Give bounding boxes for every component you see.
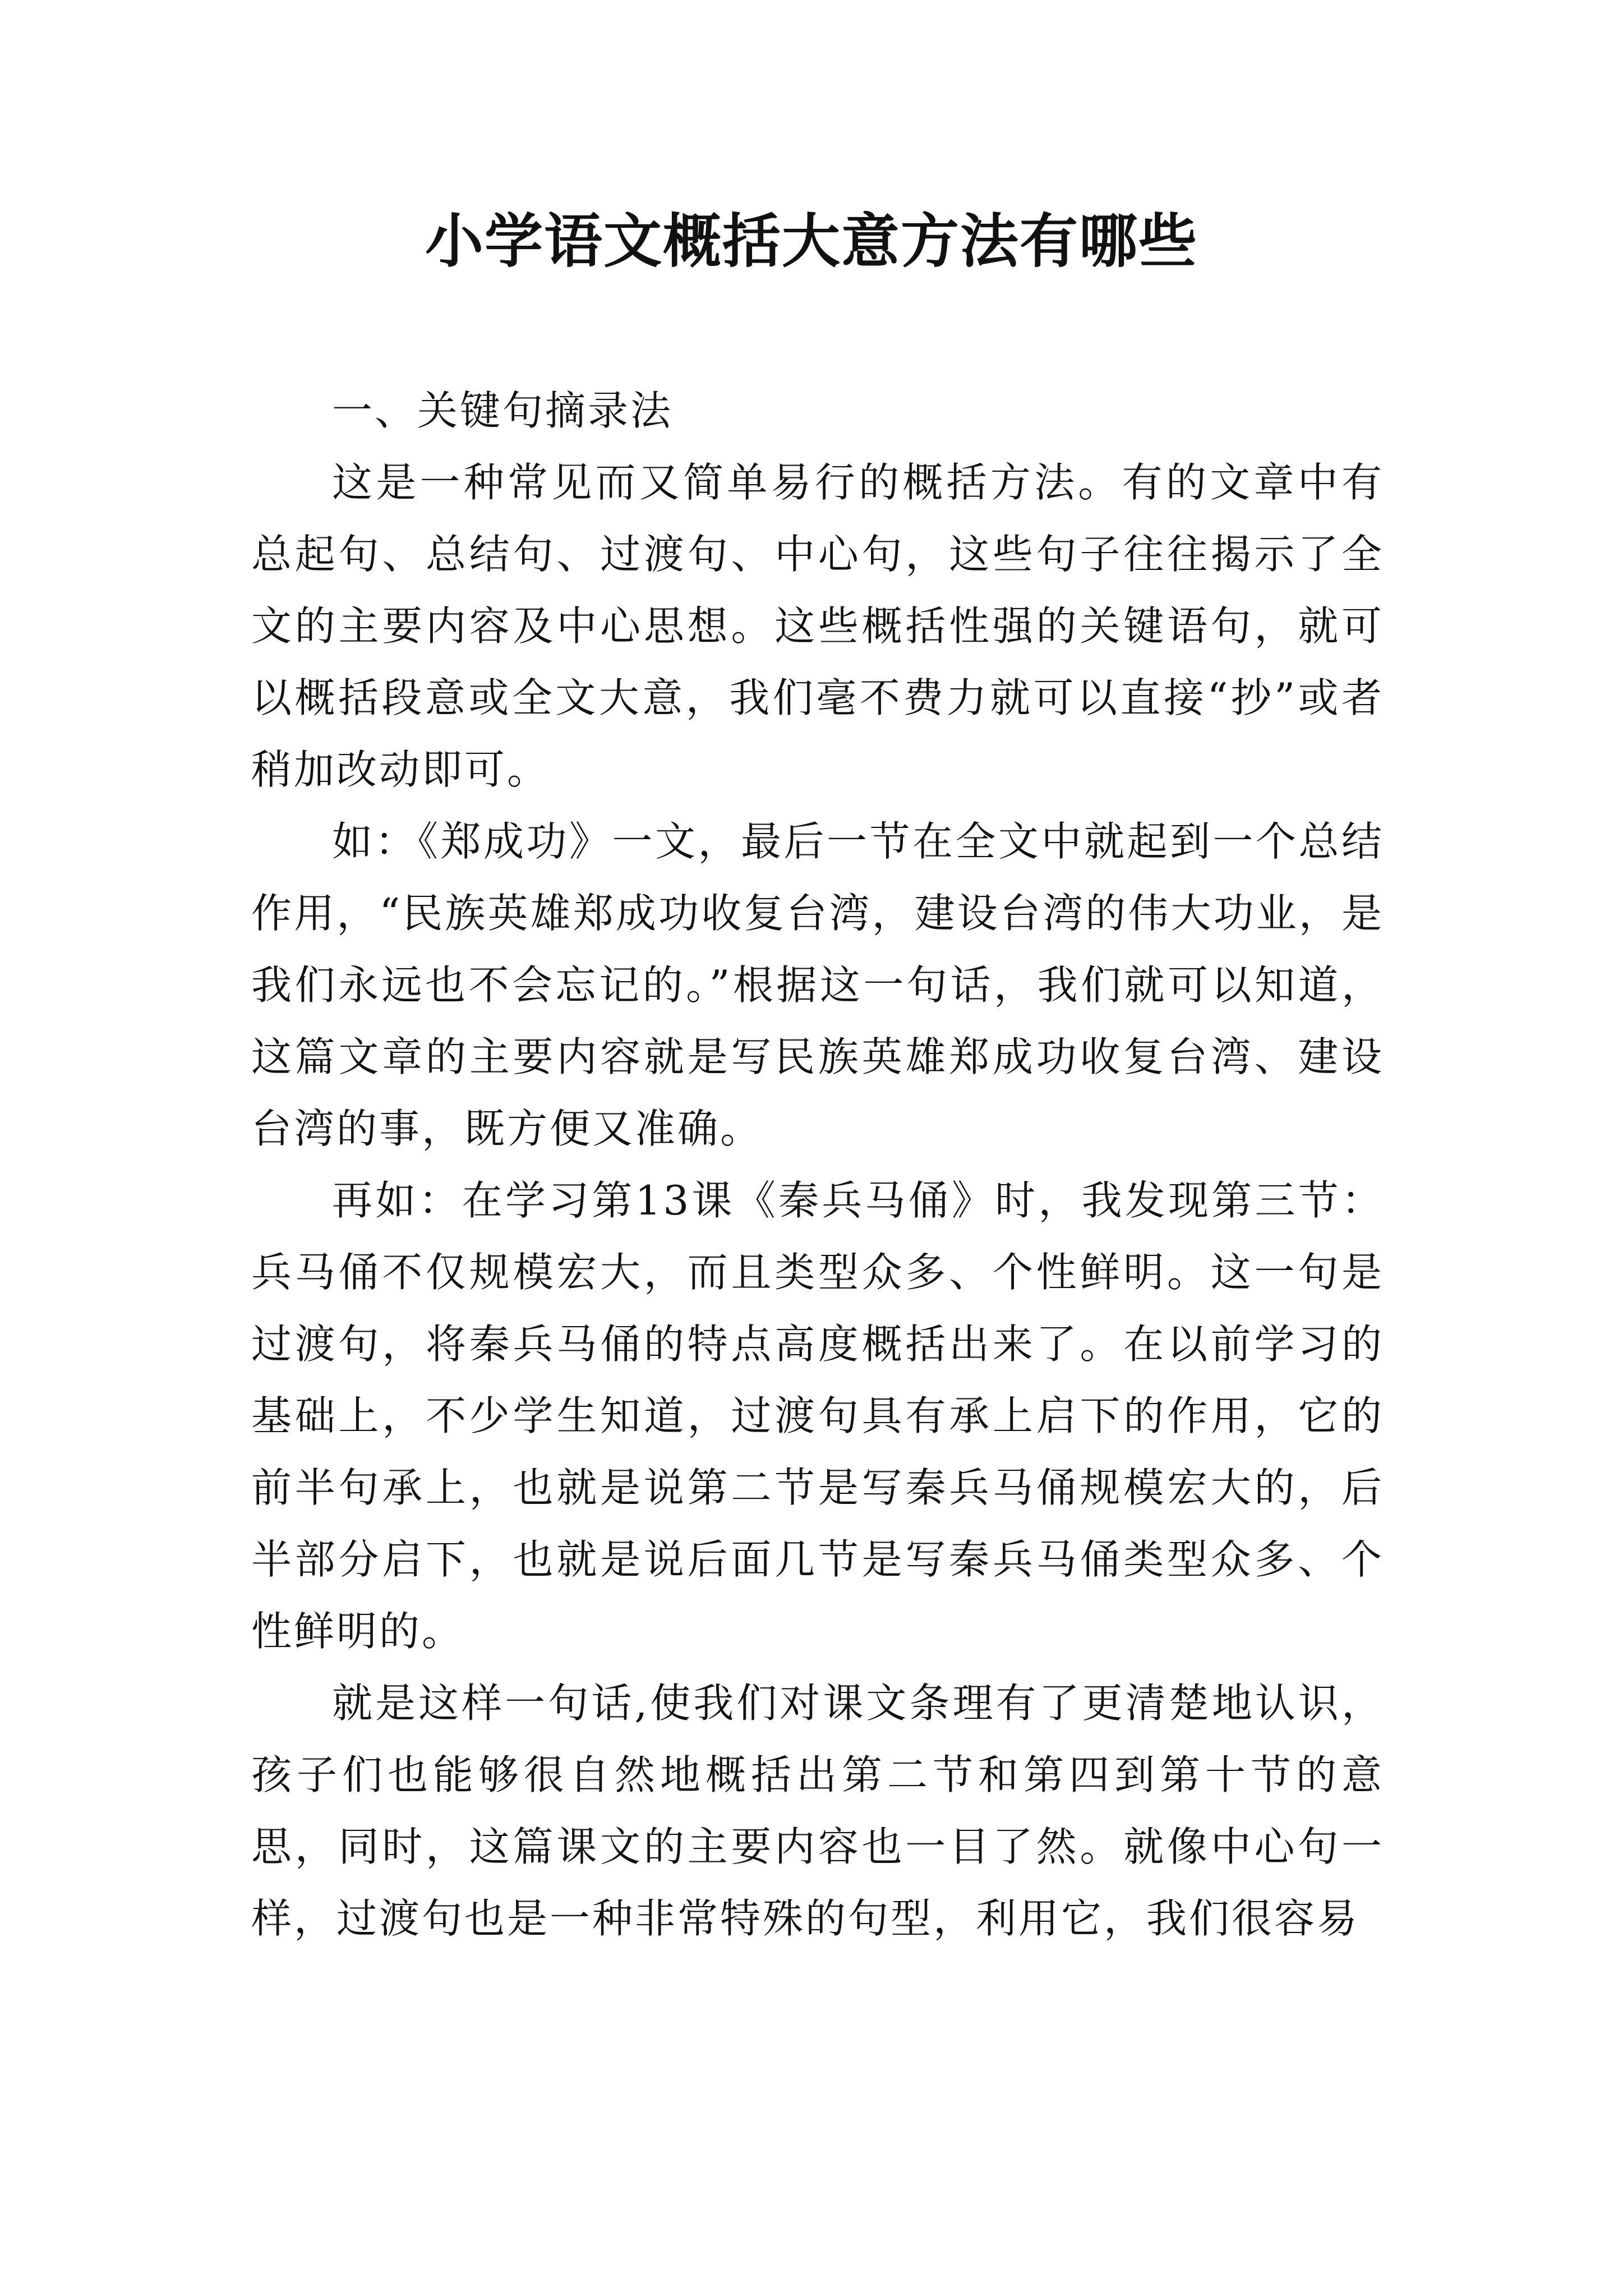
section-heading: 一、关键句摘录法 [332,387,674,434]
paragraph-3: 再如：在学习第13课《秦兵马俑》时，我发现第三节：兵马俑不仅规模宏大，而且类型众多、个性鲜明。这一句是过渡句，将秦兵马俑的特点高度概括出来了。在以前学习的基础上，不少学生知道，过渡句具有承上启下的作用，它的前半句承上，也就是说第二节是写秦兵马俑规模宏大的，后半部分启下，也就是说后面几节是写秦兵马俑类型众多、个性鲜明的。 [251,1177,1384,1655]
document-body [251,375,1384,1954]
paragraph-1: 这是一种常见而又简单易行的概括方法。有的文章中有总起句、总结句、过渡句、中心句，这些句子往往揭示了全文的主要内容及中心思想。这些概括性强的关键语句，就可以概括段意或全文大意，我们毫不费力就可以直接“抄”或者稍加改动即可。 [251,459,1384,793]
paragraph-4: 就是这样一句话,使我们对课文条理有了更清楚地认识，孩子们也能够很自然地概括出第二节和第四到第十节的意思，同时，这篇课文的主要内容也一目了然。就像中心句一样，过渡句也是一种非常特殊的句型，利用它，我们很容易 [251,1680,1384,1942]
paragraph-2: 如：《郑成功》一文，最后一节在全文中就起到一个总结作用，“民族英雄郑成功收复台湾，建设台湾的伟大功业，是我们永远也不会忘记的。”根据这一句话，我们就可以知道，这篇文章的主要内容就是写民族英雄郑成功收复台湾、建设台湾的事，既方便又准确。 [251,818,1384,1152]
page-title: 小学语文概括大意方法有哪些 [425,207,1198,275]
